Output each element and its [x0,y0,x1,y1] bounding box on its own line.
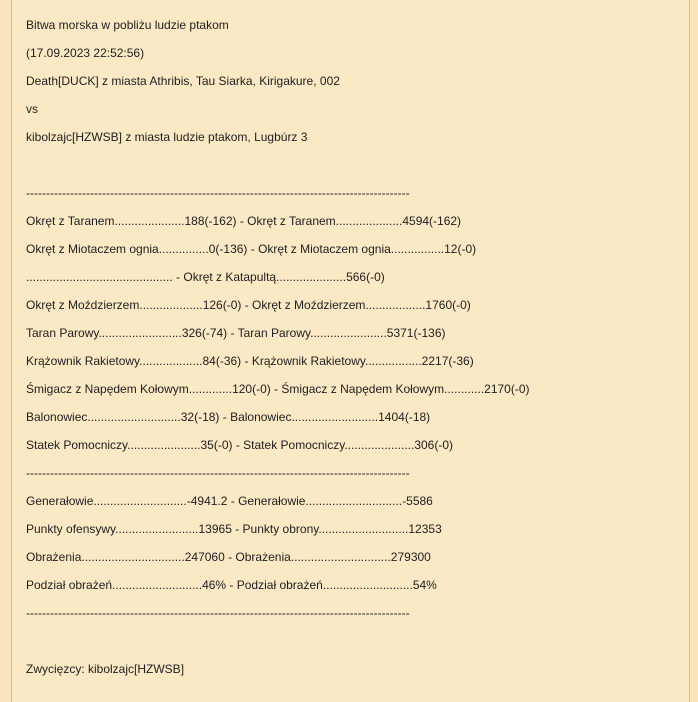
ship-row-katapulta: ............................................ - Okręt z Katapultą.....................566(-0) [26,270,385,284]
ship-row-smigacz: Śmigacz z Napędem Kołowym.............120(-0) - Śmigacz z Napędem Kołowym............2170(-0) [26,382,530,396]
report-title: Bitwa morska w pobliżu ludzie ptakom [26,18,229,32]
stat-row-punkty: Punkty ofensywy.........................13965 - Punkty obrony...........................12353 [26,522,442,536]
defender-info: kibolzajc[HZWSB] z miasta ludzie ptakom, Lugbúrz 3 [26,130,308,144]
separator-line: ------------------------------------------------------------------------------------------------ [26,186,410,200]
ship-row-statek-pomocniczy: Statek Pomocniczy......................35(-0) - Statek Pomocniczy.....................306(-0) [26,438,454,452]
battle-report [11,0,690,702]
stat-row-podzial: Podział obrażeń...........................46% - Podział obrażeń...........................54% [26,578,437,592]
separator-line: ------------------------------------------------------------------------------------------------ [26,606,410,620]
winner-line: Zwycięzcy: kibolzajc[HZWSB] [26,662,185,676]
ship-row-taran-parowy: Taran Parowy.........................326(-74) - Taran Parowy.......................5371(-136) [26,326,446,340]
ship-row-taran: Okręt z Taranem.....................188(-162) - Okręt z Taranem....................4594(-162) [26,214,462,228]
ship-row-mozdzierz: Okręt z Moździerzem...................126(-0) - Okręt z Moździerzem..................1760(-0) [26,298,471,312]
ship-row-krazownik: Krążownik Rakietowy...................84(-36) - Krążownik Rakietowy.................2217(-36) [26,354,474,368]
spacer [26,627,689,655]
ship-row-miotacz: Okręt z Miotaczem ognia...............0(-136) - Okręt z Miotaczem ognia................12(-0) [26,242,477,256]
stat-row-generalowie: Generałowie............................-4941.2 - Generałowie.............................-5586 [26,494,433,508]
ship-row-balonowiec: Balonowiec............................32(-18) - Balonowiec..........................1404(-18) [26,410,431,424]
attacker-info: Death[DUCK] z miasta Athribis, Tau Siarka, Kirigakure, 002 [26,74,340,88]
report-timestamp: (17.09.2023 22:52:56) [26,46,145,60]
spacer [26,151,689,179]
stat-row-obrazenia: Obrażenia...............................247060 - Obrażenia..............................279300 [26,550,431,564]
separator-line: ------------------------------------------------------------------------------------------------ [26,466,410,480]
versus-label: vs [26,102,38,116]
